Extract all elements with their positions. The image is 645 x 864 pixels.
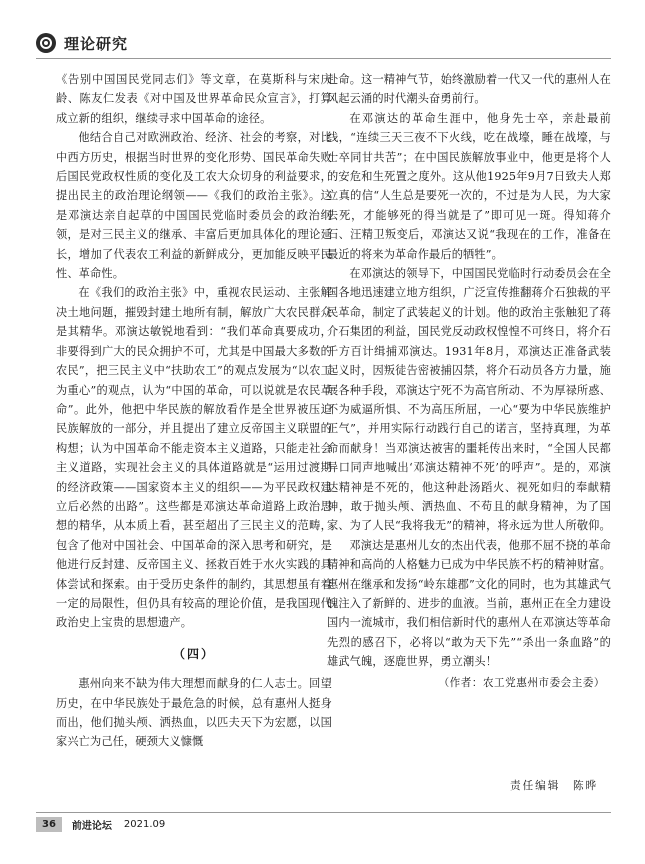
article-paragraph: 邓演达是惠州儿女的杰出代表，他那不屈不挠的革命精神和高尚的人格魅力已成为中华民族不朽的精神财富。惠州在继承和发扬“岭东雄郡”文化的同时，也为其雄武气魄注入了新鲜的、进步的血液。当前，惠州正在全力建设国内一流城市，我们相信新时代的惠州人在邓演达等革命先烈的感召下，必将以“敢为天下先”“杀出一条血路”的雄武气魄，逐鹿世界，勇立潮头！ <box>327 538 611 669</box>
left-column <box>56 70 332 752</box>
article-paragraph: 他结合自己对欧洲政治、经济、社会的考察，对比中西方历史，根据当时世界的变化形势、国民革命失败后国民党政权性质的变化及工农大众切身的利益要求，提出民主的政治理论纲领——《我们的政治主张》。这是邓演达亲自起草的中国国民党临时委员会的政治纲领，是对三民主义的继承、丰富后更加具体化的理论延长，增加了代表农工利益的新鲜成分，更加能反映平民性、革命性。 <box>56 131 332 281</box>
page-footer <box>36 812 611 835</box>
article-paragraph: 惠州向来不缺为伟大理想而献身的仁人志士。回望历史，在中华民族处于最危急的时候，总有惠州人挺身而出，他们抛头颅、洒热血，以匹夫天下为宏愿，以国家兴亡为己任，硬颈大义慷慨 <box>56 677 332 749</box>
section-subheading: （四） <box>172 646 215 661</box>
header-divider <box>36 58 611 59</box>
editor-credit: 责任编辑 陈晔 <box>510 780 599 792</box>
page-header <box>36 30 128 56</box>
article-paragraph: 《告别中国国民党同志们》等文章，在莫斯科与宋庆龄、陈友仁发表《对中国及世界革命民众宣言》，打算成立新的组织，继续寻求中国革命的途径。 <box>56 73 332 125</box>
page-number: 36 <box>36 817 62 832</box>
journal-name: 前进论坛 <box>71 820 112 832</box>
article-paragraph: 赴命。这一精神气节，始终激励着一代又一代的惠州人在风起云涌的时代潮头奋勇前行。 <box>327 73 611 106</box>
author-note: （作者：农工党惠州市委会主委） <box>438 676 605 689</box>
issue-date: 2021.09 <box>123 818 166 830</box>
section-title: 理论研究 <box>64 34 129 53</box>
journal-logo-icon <box>36 33 56 53</box>
article-paragraph: 在邓演达的领导下，中国国民党临时行动委员会在全国各地迅速建立地方组织，广泛宣传推翻蒋介石独裁的平民革命，制定了武装起义的计划。他的政治主张触犯了蒋介石集团的利益，国民党反动政权惶惶不可终日，将介石千方百计缉捕邓演达。1931年8月，邓演达正准备武装起义时，因叛徒告密被捕囚禁，将介石动员各方力量，施展各种手段，邓演达宁死不为高官所动、不为厚禄所惑、不为威逼所惧、不为高压所屈，一心“要为中华民族维护正气”，并用实际行动践行自己的诺言，坚持真理，为革命而献身！当邓演达被害的噩耗传出来时，“全国人民都异口同声地喊出‘邓演达精神不死’的呼声”。是的，邓演达精神是不死的，他这种赴汤蹈火、视死如归的奉献精神，敢于抛头颅、洒热血、不苟且的献身精神，为了国家、为了人民“我将我无”的精神，将永远为世人所敬仰。 <box>327 267 611 533</box>
article-paragraph: 在邓演达的革命生涯中，他身先士卒，亲赴最前线，“连续三天三夜不下火线，吃在战壕，睡在战壕，与士卒同甘共苦”；在中国民族解放事业中，他更是将个人的安危和生死置之度外。这从他1925年9月7日致夫人郑立真的信“人生总是要死一次的，不过是为人民，为大家去死，才能够死的得当就是了”即可见一斑。得知蒋介石、汪精卫叛变后，邓演达又说“我现在的工作，准备在最近的将来为革命作最后的牺牲”。 <box>327 111 611 261</box>
article-paragraph: 在《我们的政治主张》中，重视农民运动、主张解决土地问题，摧毁封建土地所有制，解放广大农民群众是其精华。邓演达敏锐地看到：“我们革命真要成功，非要得到广大的民众拥护不可，尤其是中国最大多数的农民”，把三民主义中“扶助农工”的观点发展为“以农工为重心”的观点，认为“中国的革命，可以说就是农民革命”。此外，他把中华民族的解放看作是全世界被压迫民族解放的一部分，并且提出了建立反帝国主义联盟的构想；认为中国革命不能走资本主义道路，只能走社会主义道路，实现社会主义的具体道路就是“运用过渡期的经济政策——国家资本主义的组织——为平民政权建立后必然的出路”。这些都是邓演达革命道路上政治思想的精华，从本质上看，甚至超出了三民主义的范畴，包含了他对中国社会、中国革命的深入思考和研究，是他进行反封建、反帝国主义、拯救百姓于水火实践的具体尝试和探索。由于受历史条件的制约，其思想虽有着一定的局限性，但仍具有较高的理论价值，是我国现代政治史上宝贵的思想遗产。 <box>56 286 332 630</box>
right-column <box>327 70 611 693</box>
